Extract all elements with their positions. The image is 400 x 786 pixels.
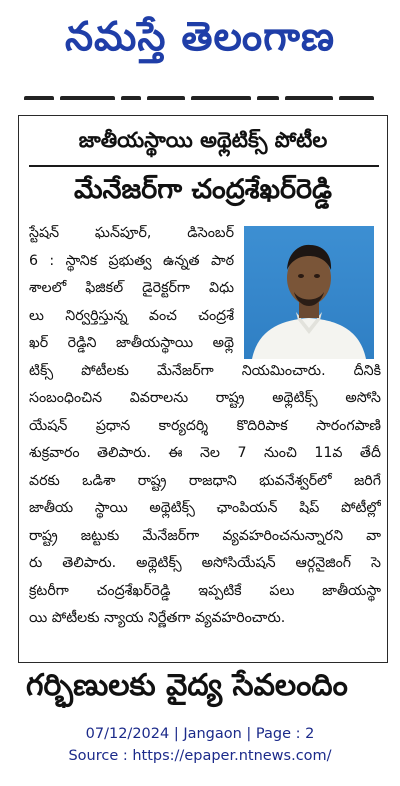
body-line: వరకు ఒడిశా రాష్ట్ర రాజధాని భువనేశ్వర్‌లో జరిగే: [29, 472, 381, 489]
cut-off-text-strip: [24, 86, 394, 100]
headline-divider: [29, 165, 379, 167]
footer-date-edition: 07/12/2024 | Jangaon | Page : 2: [85, 726, 315, 742]
body-line: శాలలో ఫిజికల్ డైరెక్టర్‌గా విధు: [29, 280, 234, 296]
body-line: యి పోటీలకు న్యాయ నిర్ణేతగా వ్యవహరించారు.: [29, 610, 286, 626]
next-article-headline: గర్భిణులకు వైద్య సేవలందిం: [26, 668, 348, 703]
article-kicker: జాతీయస్థాయి అథ్లెటిక్స్ పోటీల: [78, 128, 328, 152]
body-line: రు తెలిపారు. అథ్లెటిక్స్ అసోసియేషన్ ఆర్గనైజింగ్ సె: [29, 555, 381, 571]
masthead-title: నమస్తే తెలంగాణ: [64, 12, 336, 60]
body-line: లు నిర్వర్తిస్తున్న వంచ చంద్రశే: [29, 307, 234, 324]
body-line: స్టేషన్ ఘన్‌పూర్, డిసెంబర్: [29, 225, 234, 241]
article-headline: మేనేజర్‌గా చంద్రశేఖర్‌రెడ్డి: [73, 174, 333, 205]
body-line: క్రటరీగా చంద్రశేఖర్‌రెడ్డి ఇప్పటికే పలు జాతీయస్థా: [29, 582, 381, 599]
body-line: జాతీయ స్థాయి అథ్లెటిక్స్ ఛాంపియన్ షిప్ పోటీల్లో: [29, 500, 381, 516]
body-line: సంబంధించిన వివరాలను రాష్ట్ర అథ్లెటిక్స్ అసోసి: [29, 390, 381, 406]
body-line: 6 : స్థానిక ప్రభుత్వ ఉన్నత పాఠ: [29, 252, 234, 269]
body-line: టిక్స్ పోటీలకు మేనేజర్‌గా నియమించారు. దీనికి: [29, 362, 381, 379]
body-line: యేషన్ ప్రధాన కార్యదర్శి కొదిరిపాక సారంగపాణి: [29, 417, 381, 434]
body-line: రాష్ట్ర జట్టుకు మేనేజర్‌గా వ్యవహరించనున్నారని వా: [29, 527, 381, 544]
news-article: [18, 115, 388, 663]
body-line: శుక్రవారం తెలిపారు. ఈ నెల 7 నుంచి 11వ తేదీ: [29, 445, 381, 461]
body-line: ఖర్ రెడ్డిని జాతీయస్థాయి అథ్లె: [29, 335, 234, 351]
footer-source-link[interactable]: Source : https://epaper.ntnews.com/: [68, 748, 332, 764]
article-body: [29, 220, 381, 633]
